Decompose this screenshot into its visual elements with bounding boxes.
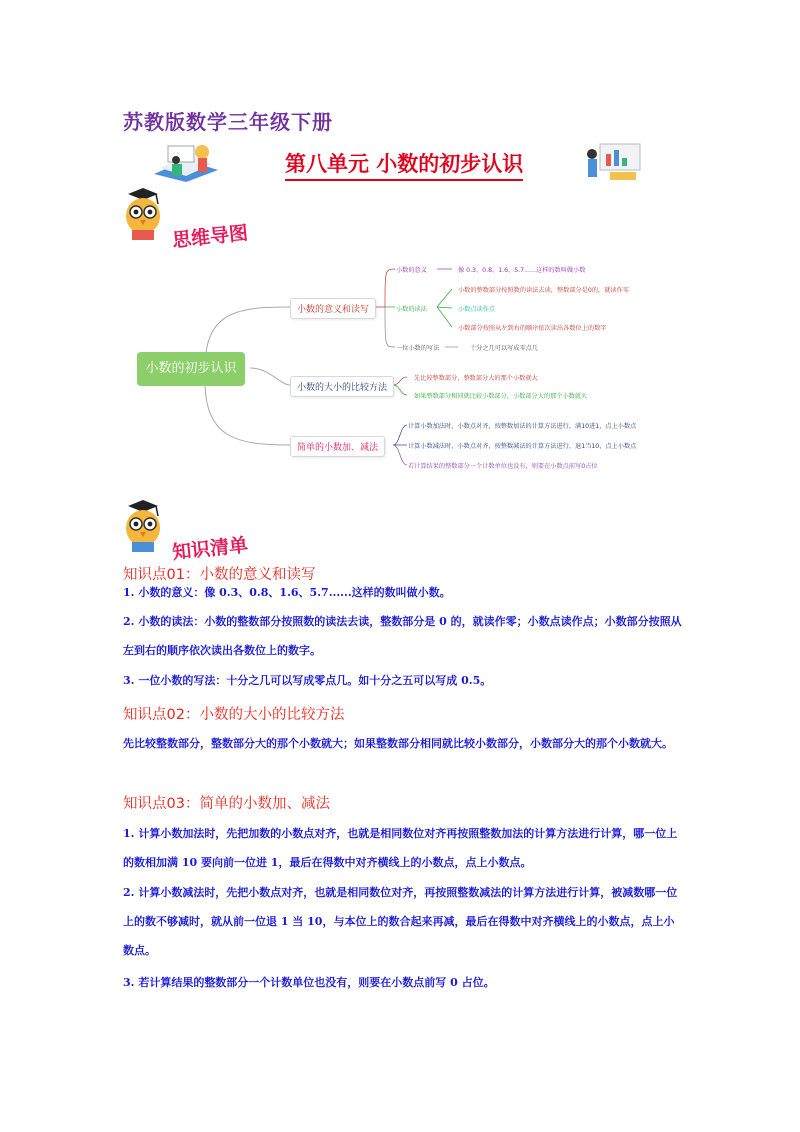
mindmap-leaf: 计算小数加法时，小数点对齐，按整数加法的计算方法进行，满10进1，点上小数点 <box>408 423 637 430</box>
mindmap-leaf: 十分之几可以写成零点几 <box>470 345 539 352</box>
unit-title: 第八单元 小数的初步认识 <box>285 148 523 181</box>
knowledge-paragraph: 1. 小数的意义：像 0.3、0.8、1.6、5.7......这样的数叫做小数。 <box>123 586 451 599</box>
knowledge-point-title: 知识点03：简单的小数加、减法 <box>123 796 330 812</box>
knowledge-paragraph: 3. 若计算结果的整数部分一个计数单位也没有，则要在小数点前写 0 占位。 <box>123 976 495 989</box>
mindmap-branch-node: 小数的大小的比较方法 <box>290 376 394 397</box>
document-title: 苏教版数学三年级下册 <box>123 110 333 134</box>
knowledge-paragraph: 1. 计算小数加法时，先把加数的小数点对齐，也就是相同数位对齐再按照整数加法的计算方法进行计算，哪一位上的数相加满 10 要向前一位进 1，最后在得数中对齐横线上的小数点，点上小数点。 <box>123 827 678 869</box>
mindmap-leaf: 小数部分按照从左到右的顺序依次读出各数位上的数字 <box>458 325 607 332</box>
knowledge-point-title: 知识点01：小数的意义和读写 <box>123 567 316 583</box>
knowledge-point-title: 知识点02：小数的大小的比较方法 <box>123 707 345 723</box>
mindmap-leaf: 计算小数减法时，小数点对齐，按整数减法的计算方法进行，退1当10，点上小数点 <box>408 443 637 450</box>
mindmap-leaf: 如果整数部分相同就比较小数部分，小数部分大的那个小数就大 <box>414 393 588 400</box>
mindmap-leaf: 先比较整数部分，整数部分大的那个小数就大 <box>414 375 538 382</box>
mindmap-subnode: 小数的意义 <box>396 267 427 274</box>
mindmap-leaf: 小数点读作点 <box>458 306 496 313</box>
mindmap-subnode: 一位小数的写法 <box>396 345 440 352</box>
mindmap-leaf: 小数的整数部分按照数的读法去读，整数部分是0的，就读作零 <box>458 287 629 294</box>
mindmap-section-label: 思维导图 <box>171 222 250 252</box>
knowledge-section-label: 知识清单 <box>171 534 250 564</box>
knowledge-paragraph: 先比较整数部分，整数部分大的那个小数就大；如果整数部分相同就比较小数部分，小数部分大的那个小数就大。 <box>123 737 673 750</box>
mindmap-root-node: 小数的初步认识 <box>137 352 245 386</box>
knowledge-paragraph: 2. 小数的读法：小数的整数部分按照数的读法去读，整数部分是 0 的，就读作零；小数点读作点；小数部分按照从左到右的顺序依次读出各数位上的数字。 <box>123 615 682 657</box>
owl-mascot-icon <box>118 186 168 242</box>
mindmap-branch-node: 简单的小数加、减法 <box>290 436 385 457</box>
owl-mascot-icon <box>118 498 168 554</box>
knowledge-paragraph: 2. 计算小数减法时，先把小数点对齐，也就是相同数位对齐，再按照整数减法的计算方法进行计算，被减数哪一位上的数不够减时，就从前一位退 1 当 10，与本位上的数合起来再减，最后在得数中对齐横线上的小数点，点上小数点。 <box>123 886 678 957</box>
mindmap-leaf: 若计算结果的整数部分一个计数单位也没有，则要在小数点前写0占位 <box>408 463 598 470</box>
study-illustration-right <box>580 140 644 184</box>
mindmap-subnode: 小数的读法 <box>396 306 427 313</box>
knowledge-paragraph: 3. 一位小数的写法：十分之几可以写成零点几。如十分之五可以写成 0.5。 <box>123 674 492 687</box>
mindmap-leaf: 像 0.3、0.8、1.6、5.7......这样的数叫做小数 <box>458 267 586 274</box>
study-illustration-left <box>146 138 226 184</box>
mindmap-branch-node: 小数的意义和读写 <box>290 298 376 319</box>
